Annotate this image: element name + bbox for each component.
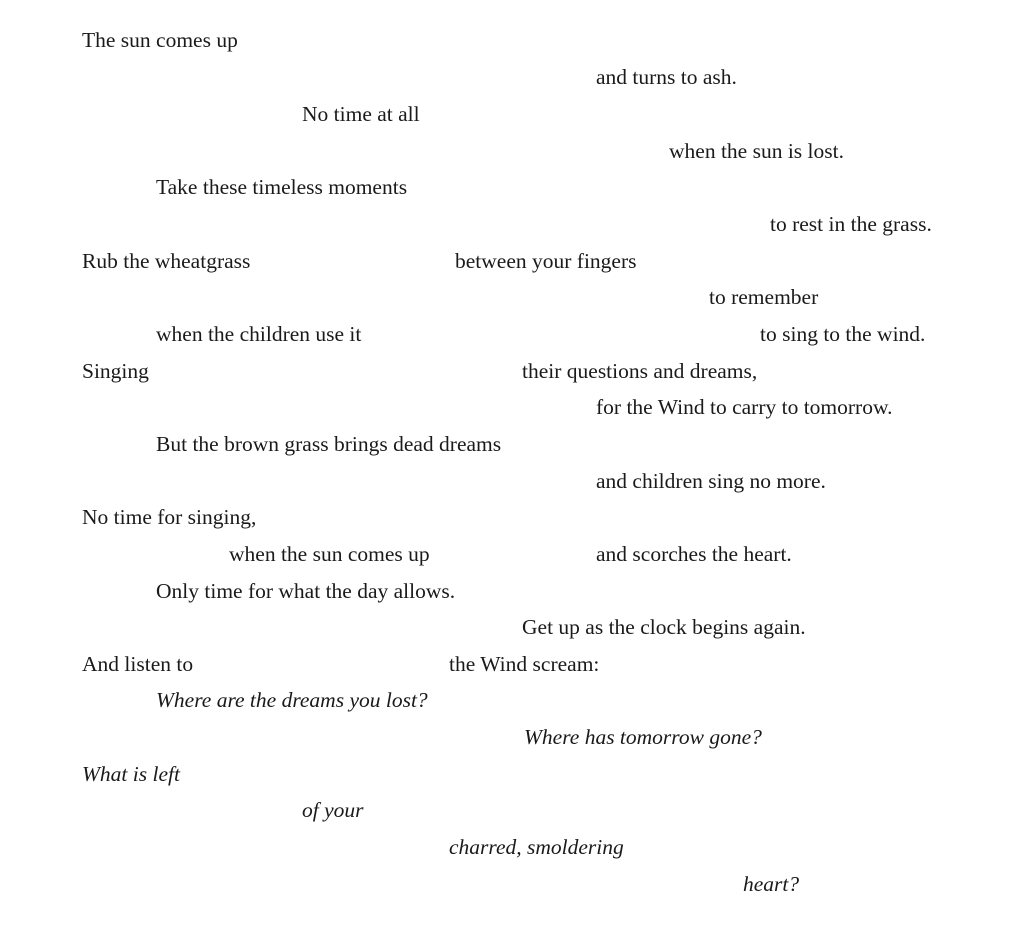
poem-line: to sing to the wind. [760,322,926,346]
poem-line-italic: charred, smoldering [449,835,624,859]
poem-line-italic: Where has tomorrow gone? [524,725,762,749]
poem-line: the Wind scream: [449,652,600,676]
poem-line: But the brown grass brings dead dreams [156,432,502,456]
poem-line: Rub the wheatgrass [82,249,251,273]
poem-line: The sun comes up [82,28,238,52]
poem-line: No time at all [302,102,420,126]
poem-line: Singing [82,359,149,383]
poem-line: between your fingers [455,249,637,273]
poem-line: when the sun is lost. [669,139,844,163]
poem-line: Take these timeless moments [156,175,408,199]
poem-line: And listen to [82,652,194,676]
poem-line: Only time for what the day allows. [156,579,456,603]
poem-line: when the children use it [156,322,362,346]
poem-line: their questions and dreams, [522,359,758,383]
poem-line-italic: Where are the dreams you lost? [156,688,428,712]
poem-line-italic: heart? [743,872,800,896]
poem-line: to remember [709,285,819,309]
poem-line: and children sing no more. [596,469,826,493]
poem-line: when the sun comes up [229,542,430,566]
poem-line: for the Wind to carry to tomorrow. [596,395,893,419]
poem-line-italic: What is left [82,762,180,786]
poem-line: No time for singing, [82,505,257,529]
poem-line: Get up as the clock begins again. [522,615,806,639]
poem-line: and scorches the heart. [596,542,792,566]
poem-line: and turns to ash. [596,65,737,89]
poem-line-italic: of your [302,798,364,822]
poem-line: to rest in the grass. [770,212,932,236]
